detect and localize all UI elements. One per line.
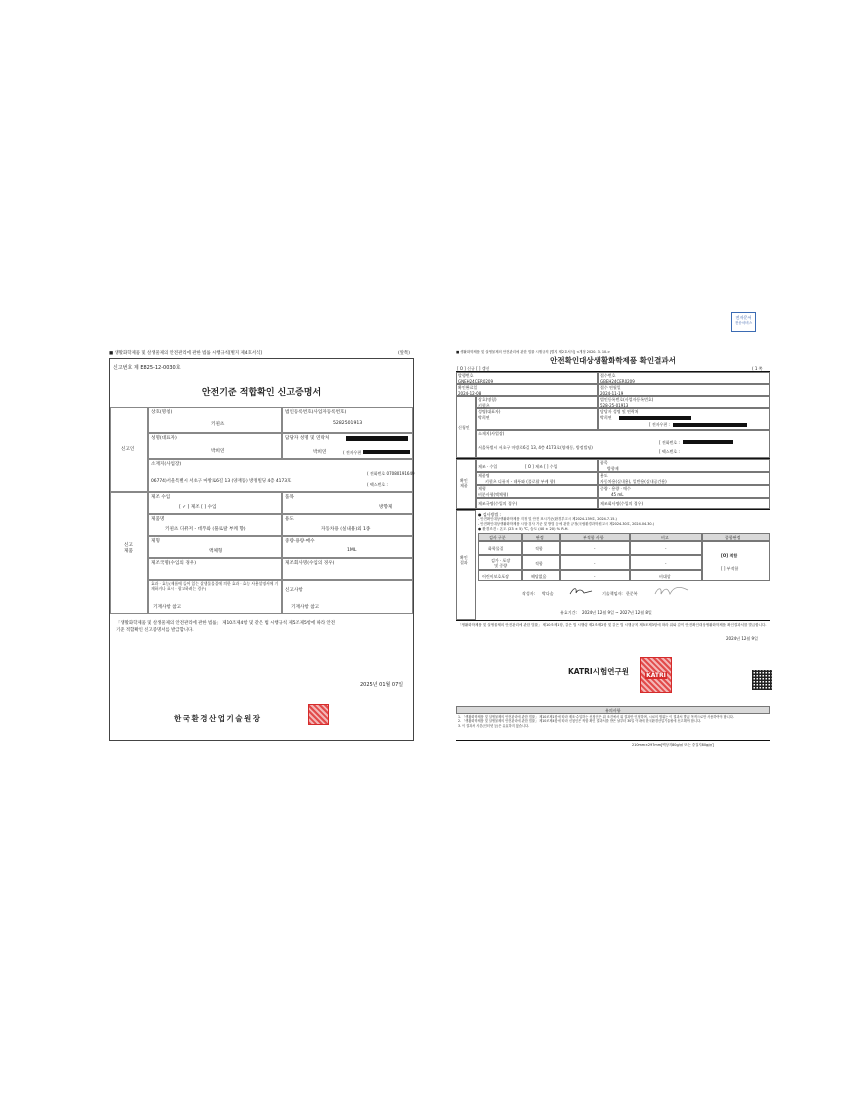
product-section-label-cell [110,492,148,614]
table-cell [560,570,630,581]
cert-number: E825-12-0030호 [140,365,181,371]
redacted-block [673,423,747,427]
product-name: 키퀀츠 디퓨저 - 데푸와 (풀로랄 부케 향) [165,527,246,532]
biz-number-cell [282,407,413,433]
col-item-header [478,533,522,541]
report-value: 기재사항 참고 [291,605,320,610]
row-violation: - [594,546,596,551]
biz-number: 5282501913 [333,421,363,426]
formulation-cell [148,536,282,558]
right-regulation-text: ■ 생활화학제품 및 살생물제의 안전관리에 관한 법률 시행규칙 [별지 제2호서식] <개정 2020. 3. 10.> [456,350,611,354]
form-label: 제형 [478,486,486,491]
maker-cell [282,558,413,580]
product-label: 확인 제품 [460,478,468,488]
left-statement: 「생활화학제품 및 살생물제의 안전관리에 관한 법률」 제10조제4항 및 같은 법 시행규칙 제5조제5항에 따라 안전기준 적합확인 신고증명서를 발급합니다. [116,621,336,633]
usage-cell [282,514,413,536]
claims-label: 효과 · 효능(제품에 들어 있는 살생물물질에 의한 효과 · 효능 사용설명서에 기재하거나 표시 · 광고하려는 경우) [151,581,279,591]
safety-certificate-document [109,358,414,741]
col-judge-label: 판정 [536,535,544,540]
address: 서울특별시 서초구 마방로6길 13, 4층 4173호(양재동, 방정빌딩) [478,445,593,450]
fax-label: ( 팩스번호 : [367,482,388,487]
rep-cell [148,433,282,459]
applicant-section-label: 신고인 [121,447,135,452]
category-label: 품목 [600,460,608,465]
category-cell [282,492,413,514]
redacted-block [363,450,410,454]
right-statement: 「생활화학제품 및 살생물제의 안전관리에 관한 법률」 제10조제1항, 같은 법 시행령 제2조제2항 및 같은 법 시행규칙 제5조제3항에 따라 위와 같이 안전확인대상생활화학제품 확인결과서를 발급합니다. [458,623,767,627]
method-line-2: - 안전확인대상생활화학제품 시험·검사 기준 및 방법 등에 관한 규정(국립환경과학원고시 제2024-30호, 2024.04.30.) [478,522,654,526]
row-item: 어린이보호포장 [482,574,510,579]
table-cell [630,555,702,570]
cert-number-label: 신고번호 제 [113,365,139,371]
app-no-label: 발행번호 [458,373,474,378]
product-name-label: 제품명 [478,473,490,478]
company-label: 상호(명칭) [478,397,497,402]
receipt-no-cell [598,372,770,384]
table-row [478,555,522,570]
app-no: GNEH24CER0209 [458,379,493,384]
category-cell [598,459,770,472]
company-name-label: 상호(명칭) [151,410,173,415]
col-overall-header [702,533,770,541]
left-doc-title: 안전기준 적합확인 신고증명서 [201,388,322,398]
company-name-cell [148,407,282,433]
row-violation: - [594,561,596,566]
table-cell [560,555,630,570]
usage-label: 용도 [600,473,608,478]
page-label: ( 1 쪽 [752,366,763,371]
notes-title: 유의사항 [605,708,621,713]
result-label: 확인 결과 [460,555,468,565]
right-doc-title: 안전확인대상생활화학제품 확인결과서 [550,356,676,365]
mfg-value: [ O ] 제조 [ ] 수입 [525,464,558,469]
weight-cell [598,485,770,498]
overall-fail: [ ] 부적합 [721,566,739,571]
tech-signature-icon [652,584,692,598]
redacted-block [683,440,733,444]
divider [456,740,770,741]
phone-label: ( 전화번호 07080191649 [367,471,415,476]
app-no-cell [456,372,598,384]
divider [456,620,770,621]
note-2: 2. 「생활화학제품 및 살생물제의 안전관리에 관한 법률」 제10조제4항에 따라 신청인은 적합 확인 결과서를 받은 날부터 30일 이내에 한국환경산업기술원에 신고해야 합니다. [458,719,702,724]
col-item-label: 검사 구분 [489,535,506,540]
company: 키퀀츠 [478,403,490,408]
table-cell [522,570,560,581]
applicant-section-label-cell [110,407,148,492]
notes-header [456,706,770,714]
env-condition: ● 환경조건 : 온도 (23 ± 5) ℃, 습도 (40 ± 20) % R.H. [478,527,569,531]
rep-cell [476,408,598,430]
row-note: 비대상 [659,574,671,579]
seal-text: KATRI [646,671,666,679]
row-item: 화학물질 [488,546,504,551]
address: 06774)서울특별시 서초구 마방로6길 13 (양재동) 방정빌딩 4층 4173호 [151,479,292,484]
product-name-label: 제품명 [151,517,165,522]
rep-name: 박희연 [211,449,225,454]
rep-label: 성명(대표자) [151,436,177,441]
row-judge: 적합 [535,561,543,566]
usage: 자동차용(실내용), 일반용(실내공간용) [600,479,667,484]
divider [456,509,770,510]
product-name-cell [476,472,598,485]
col-note-header [630,533,702,541]
weight-label: 중량 · 용량 · 매수 [600,486,631,491]
safety-confirmation-result-document [456,350,770,748]
e-document-stamp-icon [731,312,756,332]
mfg-cell [148,492,282,514]
report-label: 신고사항 [285,588,303,593]
row-note: - [665,561,667,566]
col-violation-header [560,533,630,541]
formulation-label: 제형 [151,539,160,544]
origin-cell [148,558,282,580]
category: 방향제 [607,466,619,471]
weight: 45 mL [611,492,624,497]
form: 비분사형(액체형) [478,492,509,497]
product-label-cell [456,459,476,509]
stamp-line-2: 전송서비스 [734,321,753,325]
result-label-cell [456,510,476,620]
category: 방향제 [379,505,393,510]
row-note: - [665,546,667,551]
issue-date: 2024-12-08 [458,391,482,396]
manager-label: 담당자 성명 및 연락처 [285,436,330,441]
valid-period: 2024년 12월 9일 ~ 2027년 12월 8일 [582,610,652,615]
table-row [478,541,522,555]
receipt-date: 2024-11-19 [600,391,624,396]
form-cell [476,485,598,498]
product-name-cell [148,514,282,536]
left-regulation-text: ■ 생활화학제품 및 살생물제의 안전관리에 관한 법률 시행규칙[별지 제4호서식] [109,351,263,356]
bizno-label: 법인등록번호(사업자등록번호) [600,397,654,402]
mfg-label: 제조 · 수입 [478,464,498,469]
issue-date-label: 확인완료일 [458,385,478,390]
product-section-label: 신고 제품 [124,543,133,554]
writer-signature-icon [568,586,594,596]
left-issuer: 한국환경산업기술원장 [174,714,262,723]
receipt-no-label: 접수번호 [600,373,616,378]
left-front-label: (앞쪽) [398,351,410,356]
origin-label: 제조국명(수입의 경우) [478,501,518,506]
manager-cell [598,408,770,430]
email-label: [ 전자우편 : [649,422,670,427]
col-overall-label: 종합판정 [725,535,741,540]
right-issuer: KATRI시험연구원 [568,667,629,676]
writer-name: 박다솜 [542,591,554,596]
tel-label: [ 전화번호 : [659,440,680,445]
notes-list [458,715,768,728]
usage-label: 용도 [285,517,294,522]
address-label: 소재지(사업장) [478,431,505,436]
paper-footer: 210mm×297mm[백상지80g/㎡ 또는 중질지80g/㎡] [632,743,714,747]
left-issue-date: 2025년 01월 07일 [360,682,404,688]
table-cell [560,541,630,555]
rep: 박희연 [478,415,490,420]
maker-label: 제조회사명(수입의 경우) [600,501,644,506]
valid-label: 유효기간: [560,610,577,615]
address-cell [148,459,413,492]
origin-cell [476,498,598,509]
redacted-block [346,436,408,441]
mfg-cell [476,459,598,472]
col-violation-label: 부적합 사항 [583,535,604,540]
stamp-line-1: 전자문서 [735,315,752,320]
col-judge-header [522,533,560,541]
tech-name: 한문복 [626,591,638,596]
applicant-label: 신청인 [458,425,470,430]
manager-name: 박희연 [313,450,327,455]
fax-label: [ 팩스번호 : [659,449,680,454]
table-cell [630,570,702,581]
table-cell [522,555,560,570]
usage-cell [598,472,770,485]
receipt-no: GBEH24CER0209 [600,379,635,384]
manager-email-label: ( 전자우편 [343,450,362,455]
rep-label: 성명(대표자) [478,409,501,414]
manager: 박희연 [600,415,612,420]
new-renew-check: [ O ] 신규 [ ] 갱신 [457,366,490,371]
receipt-date-cell [598,384,770,396]
weight-cell [282,536,413,558]
maker-cell [598,498,770,509]
tech-label: 기술책임자: [602,591,623,596]
origin-label: 제조국명(수입의 경우) [151,561,196,566]
method-heading: ● 검사방법 : [478,512,501,517]
mfg-label: 제조 수입 [151,495,171,500]
manager-label: 담당자 성명 및 연락처 [600,409,639,414]
col-note-label: 비고 [661,535,669,540]
category-label: 품목 [285,495,294,500]
redacted-block [619,416,691,420]
weight: 1ML [347,548,357,553]
writer-label: 작성자: [522,591,535,596]
biz-number-label: 법인등록번호(사업자등록번호) [285,410,347,415]
row-judge: 적합 [535,546,543,551]
note-1: 1. 「생활화학제품 및 살생물제의 안전관리에 관한 법률」 제10조제1항에 따라 제조·수입하는 신청인은 위 조건에서 위 결과만 인정하며, 시료의 범위는 이 결과서 발급 목적으로만 사용하여야 합니다. [458,715,734,719]
overall-pass: [O] 적합 [721,553,738,558]
product-name: 키퀀츠 디퓨저 - 데푸와 (풀로랄 부케 향) [485,479,556,484]
overall-judgment-cell [702,541,770,581]
row-judge: 해당없음 [531,574,547,579]
qr-code-icon [752,670,772,690]
usage: 자동차용 (실내용)외 1종 [321,527,371,532]
table-cell [522,541,560,555]
maker-label: 제조회사명(수입의 경우) [285,561,335,566]
report-cell [282,580,413,614]
company-cell [476,396,598,408]
address-cell [476,430,770,458]
method-line-1: - 안전확인대상생활화학제품 지정 및 안전 표시기준(환경부고시 제2024-139호, 2024.7.15.) [478,517,617,521]
claims-cell [148,580,282,614]
weight-label: 중량·용량·매수 [285,539,315,544]
address-label: 소재지(사업장) [151,462,182,467]
katri-seal-icon [640,657,672,693]
table-row [478,570,522,581]
formulation: 액체형 [209,549,223,554]
bizno: 528-25-01913 [600,403,629,408]
issue-date-cell [456,384,598,396]
row-violation: - [594,574,596,579]
bizno-cell [598,396,770,408]
table-cell [630,541,702,555]
mfg-choice: [ ✓ ] 제조 [ ] 수입 [179,505,217,510]
note-3: 3. 이 결과서 사본(인터넷 등)은 유효하지 않습니다. [458,723,530,728]
company-name: 키퀀츠 [211,422,225,427]
claims-value: 기재사항 참고 [153,605,182,610]
manager-cell [282,433,413,459]
applicant-label-cell [456,396,476,458]
row-item: 검가 · 포장 및 중량 [491,558,511,568]
official-seal-icon [308,704,329,725]
right-issue-date: 2024년 12월 9일 [726,636,758,641]
receipt-date-label: 접수 연월일 [600,385,621,390]
